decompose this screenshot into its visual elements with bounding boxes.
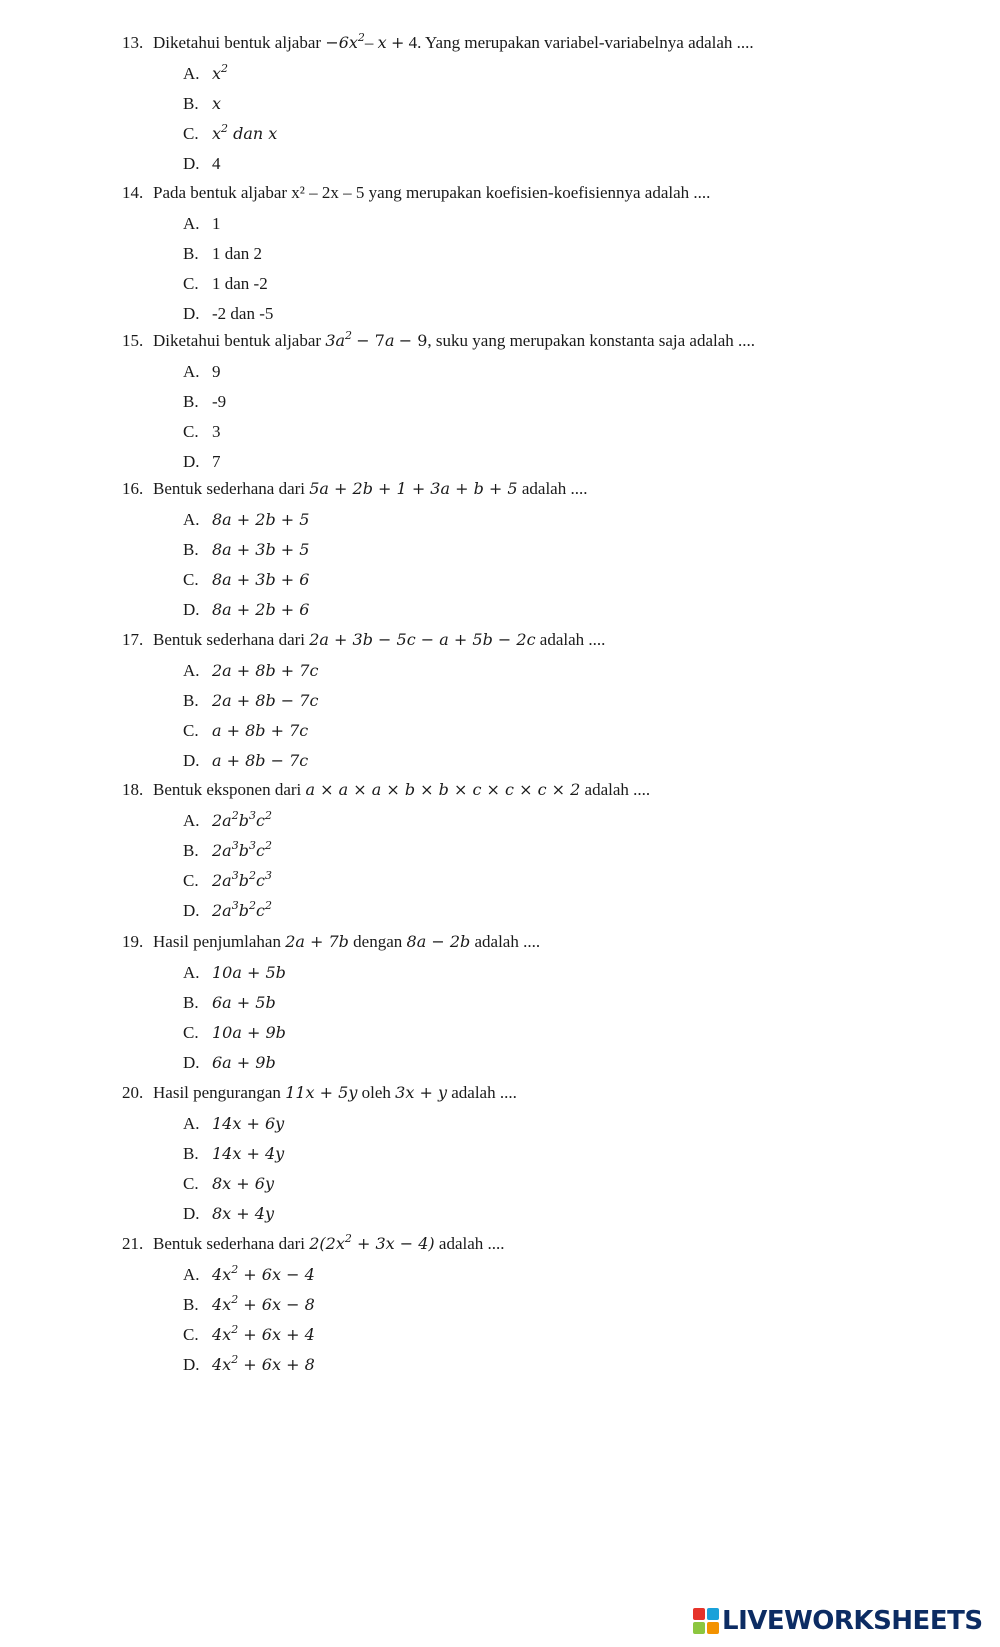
answer-option: [183, 392, 226, 412]
answer-option: [183, 1114, 284, 1134]
answer-option: [183, 1174, 274, 1194]
answer-option: [183, 600, 309, 620]
option-text: $4x^2 + 6x - 4$: [212, 1263, 315, 1284]
answer-option: [183, 154, 221, 174]
answer-option: [183, 274, 268, 294]
option-letter: A.: [183, 811, 200, 830]
answer-option: [183, 94, 221, 114]
question-number: 21.: [122, 1234, 144, 1253]
option-text: 1 dan 2: [212, 244, 263, 263]
option-letter: C.: [183, 1023, 199, 1042]
liveworksheets-logo: [693, 1606, 983, 1636]
question-stem: [122, 479, 587, 499]
option-text: 14x + 4y: [212, 1144, 285, 1163]
answer-option: [183, 1265, 315, 1285]
answer-option: [183, 963, 286, 983]
option-text: $2a^3b^3c^2$: [212, 839, 272, 860]
option-letter: A.: [183, 510, 200, 529]
logo-block: [693, 1608, 705, 1620]
answer-option: [183, 510, 309, 530]
logo-block: [693, 1622, 705, 1634]
question-text: Hasil pengurangan 11x + 5y oleh 3x + y adalah ....: [153, 1083, 517, 1102]
option-text: -2 dan -5: [212, 304, 274, 323]
question-text: Hasil penjumlahan 2a + 7b dengan 8a − 2b adalah ....: [153, 932, 541, 951]
option-text: 8x + 6y: [212, 1174, 274, 1193]
option-text: 2a + 8b − 7c: [212, 691, 319, 710]
option-text: $2a^2b^3c^2$: [212, 809, 272, 830]
option-text: 8a + 2b + 5: [212, 510, 310, 529]
option-letter: C.: [183, 871, 199, 890]
answer-option: [183, 362, 221, 382]
answer-option: [183, 540, 309, 560]
option-text: 2a + 8b + 7c: [212, 661, 319, 680]
answer-option: [183, 422, 221, 442]
answer-option: [183, 691, 318, 711]
option-letter: B.: [183, 1295, 199, 1314]
option-text: 6a + 9b: [212, 1053, 276, 1072]
question-number: 18.: [122, 780, 144, 799]
question-stem: [122, 780, 650, 800]
answer-option: [183, 64, 228, 84]
question-text: Bentuk sederhana dari 5a + 2b + 1 + 3a + b + 5 adalah ....: [153, 479, 588, 498]
question-text: Pada bentuk aljabar x² – 2x – 5 yang merupakan koefisien-koefisiennya adalah ....: [153, 183, 711, 202]
question-number: 16.: [122, 479, 144, 498]
option-letter: B.: [183, 540, 199, 559]
option-text: $x^2$: [212, 62, 229, 83]
answer-option: [183, 1053, 276, 1073]
option-text: 4: [212, 154, 221, 173]
option-text: $4x^2 + 6x - 8$: [212, 1293, 315, 1314]
option-letter: A.: [183, 214, 200, 233]
option-letter: B.: [183, 691, 199, 710]
option-letter: C.: [183, 570, 199, 589]
option-text: 8x + 4y: [212, 1204, 274, 1223]
option-letter: B.: [183, 392, 199, 411]
option-text: 1: [212, 214, 221, 233]
logo-block: [707, 1622, 719, 1634]
answer-option: [183, 214, 221, 234]
option-letter: B.: [183, 993, 199, 1012]
logo-text: LIVEWORKSHEETS: [722, 1606, 983, 1636]
question-stem: [122, 33, 754, 53]
option-text: a + 8b + 7c: [212, 721, 309, 740]
option-letter: A.: [183, 963, 200, 982]
option-letter: A.: [183, 64, 200, 83]
option-letter: D.: [183, 1204, 200, 1223]
option-text: 9: [212, 362, 221, 381]
option-text: 10a + 9b: [212, 1023, 286, 1042]
question-number: 15.: [122, 331, 144, 350]
answer-option: [183, 1144, 284, 1164]
option-text: -9: [212, 392, 227, 411]
option-text: $4x^2 + 6x + 8$: [212, 1353, 315, 1374]
option-text: $x^2$ dan x: [212, 122, 278, 143]
answer-option: [183, 1023, 286, 1043]
option-letter: C.: [183, 1174, 199, 1193]
option-letter: D.: [183, 901, 200, 920]
option-text: 1 dan -2: [212, 274, 268, 293]
option-letter: B.: [183, 244, 199, 263]
answer-option: [183, 721, 308, 741]
question-stem: [122, 1234, 505, 1254]
option-letter: B.: [183, 841, 199, 860]
question-stem: [122, 183, 710, 203]
option-text: $2a^3b^2c^3$: [212, 869, 272, 890]
answer-option: [183, 871, 272, 891]
liveworksheets-logo-icon: [693, 1608, 719, 1634]
question-stem: [122, 630, 605, 650]
option-text: 6a + 5b: [212, 993, 276, 1012]
option-letter: C.: [183, 124, 199, 143]
question-stem: [122, 1083, 517, 1103]
option-text: $2a^3b^2c^2$: [212, 899, 272, 920]
option-text: $4x^2 + 6x + 4$: [212, 1323, 315, 1344]
option-text: 7: [212, 452, 221, 471]
question-stem: [122, 331, 755, 351]
question-text: Bentuk sederhana dari 2a + 3b − 5c − a + 5b − 2c adalah ....: [153, 630, 606, 649]
option-letter: C.: [183, 274, 199, 293]
option-letter: A.: [183, 1114, 200, 1133]
answer-option: [183, 993, 276, 1013]
answer-option: [183, 452, 221, 472]
option-letter: D.: [183, 1053, 200, 1072]
answer-option: [183, 1325, 315, 1345]
answer-option: [183, 1295, 315, 1315]
option-text: 8a + 2b + 6: [212, 600, 310, 619]
option-text: 10a + 5b: [212, 963, 286, 982]
option-letter: D.: [183, 452, 200, 471]
option-letter: A.: [183, 661, 200, 680]
answer-option: [183, 811, 272, 831]
option-letter: B.: [183, 94, 199, 113]
answer-option: [183, 901, 272, 921]
answer-option: [183, 570, 309, 590]
question-number: 14.: [122, 183, 144, 202]
option-letter: D.: [183, 304, 200, 323]
question-text: Diketahui bentuk aljabar $3a^2 - 7a - 9$, suku yang merupakan konstanta saja adalah ....: [153, 329, 756, 350]
option-text: 3: [212, 422, 221, 441]
question-text: Diketahui bentuk aljabar $-6x^2-$ x + 4. Yang merupakan variabel-variabelnya adalah ....: [153, 31, 754, 52]
answer-option: [183, 124, 277, 144]
option-letter: C.: [183, 1325, 199, 1344]
answer-option: [183, 751, 308, 771]
question-stem: [122, 932, 540, 952]
question-number: 17.: [122, 630, 144, 649]
option-text: 14x + 6y: [212, 1114, 285, 1133]
option-letter: A.: [183, 1265, 200, 1284]
answer-option: [183, 1355, 315, 1375]
answer-option: [183, 304, 273, 324]
option-letter: D.: [183, 600, 200, 619]
answer-option: [183, 244, 262, 264]
option-letter: D.: [183, 1355, 200, 1374]
option-text: 8a + 3b + 6: [212, 570, 310, 589]
option-letter: C.: [183, 721, 199, 740]
logo-block: [707, 1608, 719, 1620]
option-letter: B.: [183, 1144, 199, 1163]
answer-option: [183, 661, 318, 681]
question-number: 13.: [122, 33, 144, 52]
option-letter: D.: [183, 751, 200, 770]
option-text: a + 8b − 7c: [212, 751, 309, 770]
question-number: 19.: [122, 932, 144, 951]
option-letter: A.: [183, 362, 200, 381]
answer-option: [183, 1204, 274, 1224]
answer-option: [183, 841, 272, 861]
question-text: Bentuk eksponen dari a × a × a × b × b × c × c × c × 2 adalah ....: [153, 780, 651, 799]
option-text: 8a + 3b + 5: [212, 540, 310, 559]
question-text: Bentuk sederhana dari $2(2x^2 + 3x - 4)$ adalah ....: [153, 1232, 505, 1253]
question-number: 20.: [122, 1083, 144, 1102]
option-letter: D.: [183, 154, 200, 173]
option-letter: C.: [183, 422, 199, 441]
option-text: x: [212, 94, 222, 113]
